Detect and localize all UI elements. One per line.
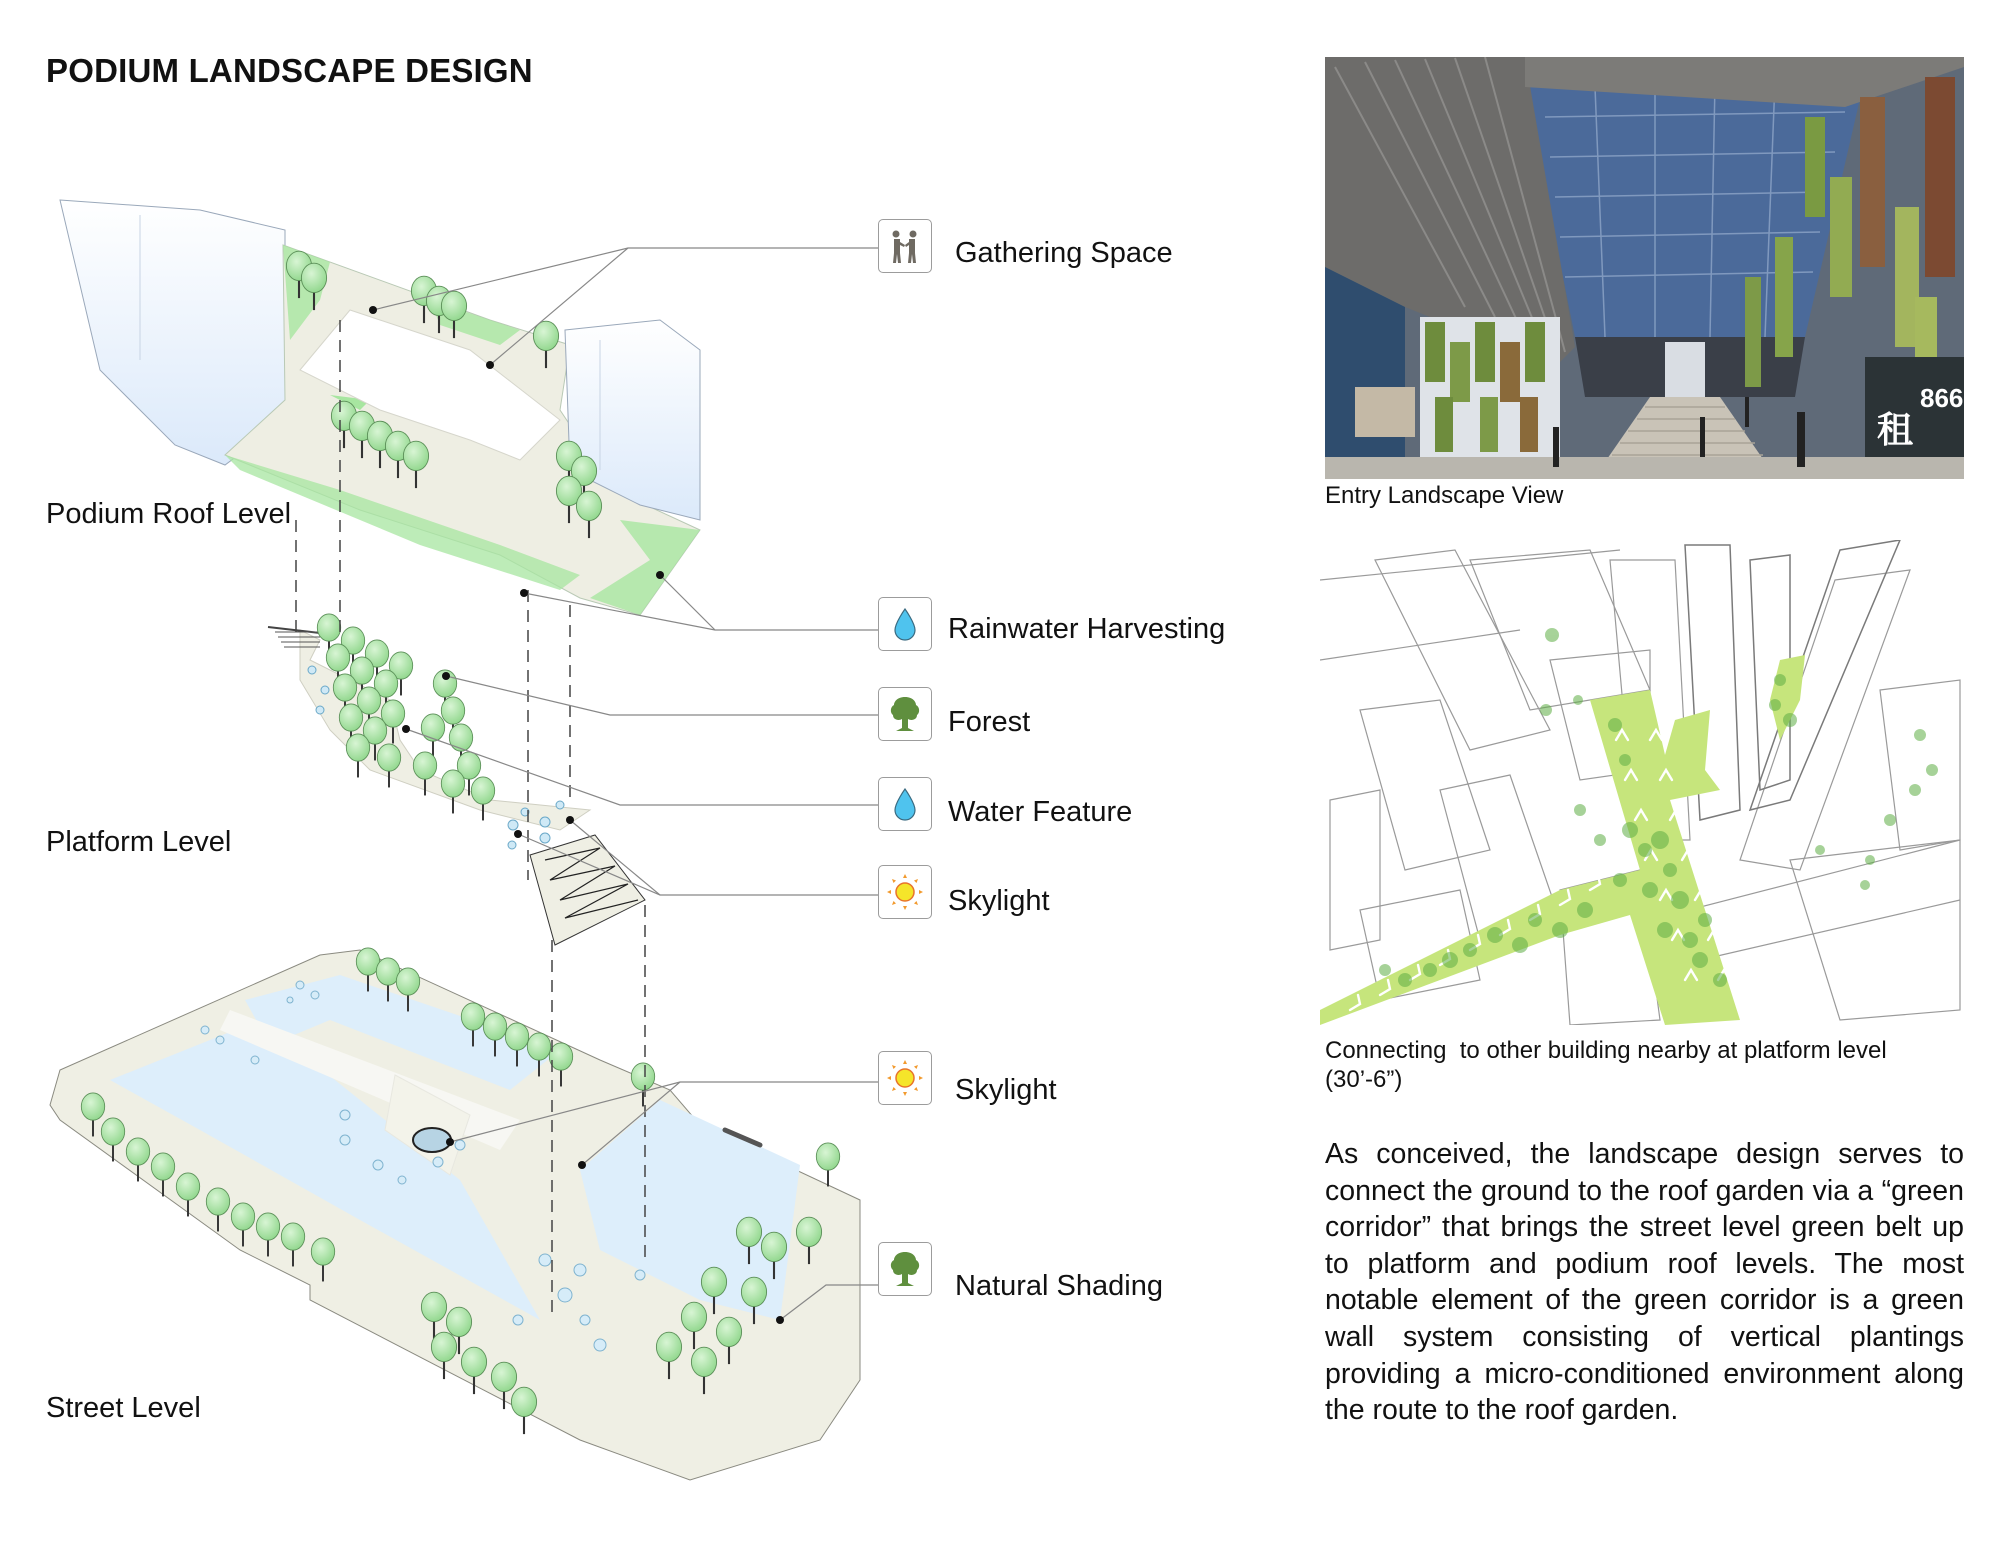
tree-icon xyxy=(878,687,932,741)
platform-level-plan xyxy=(268,614,645,945)
corridor-map-caption-line-2: (30’-6”) xyxy=(1325,1066,1403,1093)
legend-item-forest xyxy=(878,687,932,741)
legend-item-natural-shading xyxy=(878,1242,932,1296)
sun-icon xyxy=(878,865,932,919)
legend-item-rainwater-harvesting xyxy=(878,597,932,651)
legend-item-water-feature xyxy=(878,777,932,831)
description-paragraph: As conceived, the landscape design serves to connect the ground to the roof garden via a “green corridor” that brings the street level green belt up to platform and podium roof levels. The most notable element of the green corridor is a green wall system consisting of vertical plantings providing a micro-conditioned environment along the route to the roof garden. xyxy=(1325,1138,1964,1427)
level-label-street: Street Level xyxy=(46,1392,201,1424)
legend-label-gathering-space: Gathering Space xyxy=(955,237,1173,269)
green-corridor-map xyxy=(1320,540,1965,1025)
corridor-map-caption xyxy=(1325,1036,1887,1094)
water-drop-icon xyxy=(878,597,932,651)
corridor-map-caption-line-1: Connecting to other building nearby at platform level xyxy=(1325,1037,1887,1064)
legend-label-natural-shading: Natural Shading xyxy=(955,1270,1163,1302)
legend-label-water-feature: Water Feature xyxy=(948,796,1133,828)
gathering-people-icon xyxy=(878,219,932,273)
legend-item-skylight-street xyxy=(878,1051,932,1105)
level-label-podium-roof: Podium Roof Level xyxy=(46,498,292,530)
legend-item-gathering-space xyxy=(878,219,932,273)
water-drop-icon xyxy=(878,777,932,831)
sun-icon xyxy=(878,1051,932,1105)
entry-landscape-photo xyxy=(1325,57,1964,479)
legend-label-skylight-street: Skylight xyxy=(955,1074,1057,1106)
legend-item-skylight-platform xyxy=(878,865,932,919)
level-label-platform: Platform Level xyxy=(46,826,232,858)
photo-caption: Entry Landscape View xyxy=(1325,482,1564,509)
podium-roof-level-plan xyxy=(60,200,700,615)
legend-label-forest: Forest xyxy=(948,706,1031,738)
photo-sign-number: 866 xyxy=(1920,383,1964,413)
legend-label-skylight-platform: Skylight xyxy=(948,885,1050,917)
legend-label-rainwater-harvesting: Rainwater Harvesting xyxy=(948,613,1226,645)
photo-sign-character: 租 xyxy=(1877,409,1914,450)
tree-icon xyxy=(878,1242,932,1296)
page-title: PODIUM LANDSCAPE DESIGN xyxy=(46,52,533,89)
